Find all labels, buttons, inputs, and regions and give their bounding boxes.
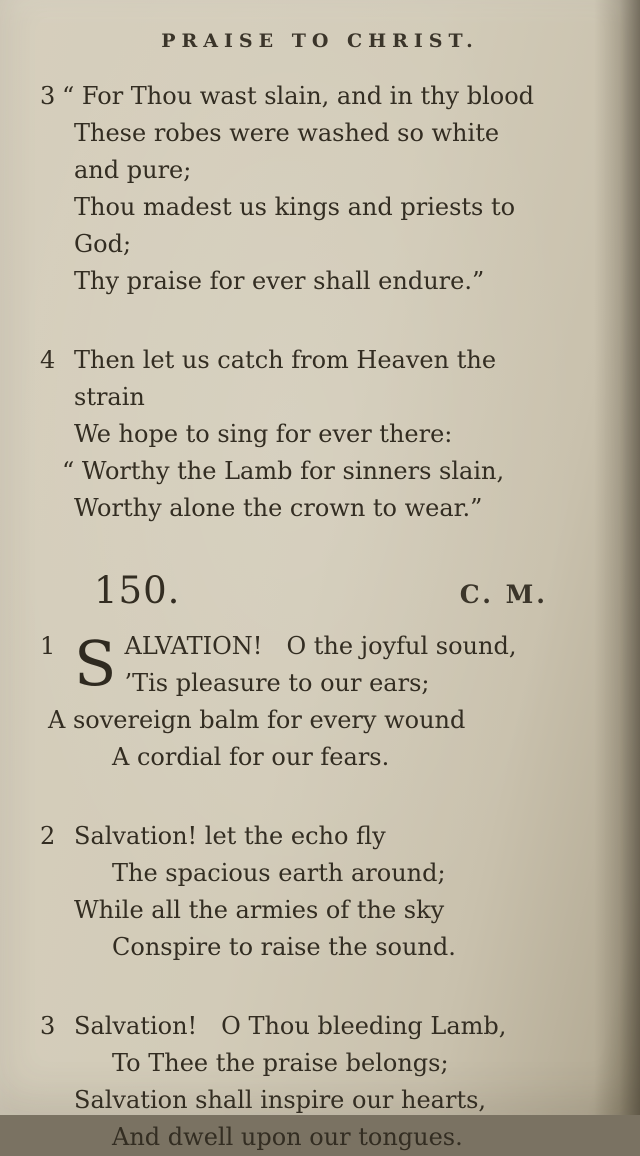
verse-lines [74,1008,548,1156]
verse-lines [62,342,548,527]
verse-line: A sovereign balm for every wound [48,706,466,734]
drop-cap: S [74,627,117,700]
verse-line: Salvation shall inspire our hearts, [74,1086,487,1114]
verse-number: 4 [40,346,56,374]
verse-line: We hope to sing for ever there: [74,420,453,448]
hymn-section-150 [40,569,548,1156]
verse-lines [48,627,548,776]
hymn-meter: C. M. [459,580,548,609]
hymn-heading [40,569,548,612]
verse-line: “ Worthy the Lamb for sinners slain, [62,457,505,485]
verse-number: 2 [40,822,56,850]
hymn-section-continuation [40,78,548,527]
verse-line: Thy praise for ever shall endure.” [74,267,485,295]
running-header: PRAISE TO CHRIST. [161,30,479,52]
verse-line: While all the armies of the sky [74,896,445,924]
verse-line: Then let us catch from Heaven the strain [74,346,497,411]
page-content [0,52,640,1156]
verse-number: 3 [40,1012,56,1040]
verse-line: ’Tis pleasure to our ears; [124,669,430,697]
verse-line: ALVATION! O the joyful sound, [124,632,517,660]
verse-line: To Thee the praise belongs; [112,1049,449,1077]
verse [40,818,548,966]
verse-line: The spacious earth around; [112,859,446,887]
verse-line: A cordial for our fears. [112,743,390,771]
verse-lines [62,78,548,300]
verse-line: “ For Thou wast slain, and in thy blood [62,82,535,110]
verse-line: And dwell upon our tongues. [112,1123,463,1151]
verse-line: Conspire to raise the sound. [112,933,456,961]
verse [40,342,548,527]
verse-line: Salvation! O Thou bleeding Lamb, [74,1012,507,1040]
verse-lines [74,818,548,966]
verse [40,78,548,300]
verse-number: 3 [40,82,56,110]
verse-line: Salvation! let the echo fly [74,822,386,850]
verse [40,1008,548,1156]
verse-number: 1 [40,632,56,660]
verse-line: Thou madest us kings and priests to God; [74,193,516,258]
verse-line: These robes were washed so white and pure; [74,119,500,184]
verse [40,628,548,776]
verse-line: Worthy alone the crown to wear.” [74,494,483,522]
hymn-number: 150. [94,569,181,612]
